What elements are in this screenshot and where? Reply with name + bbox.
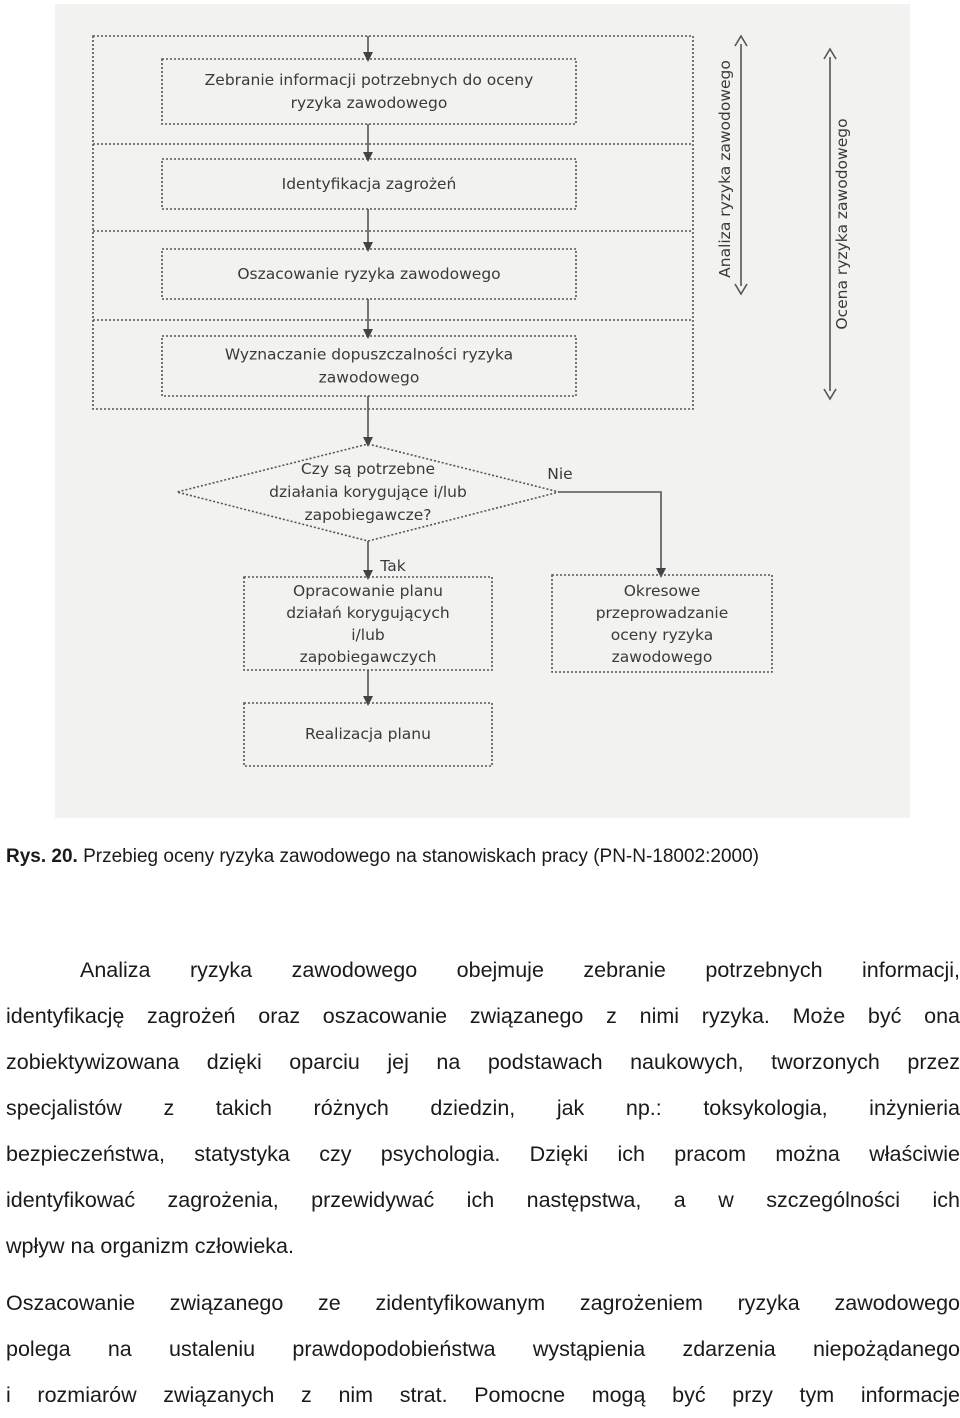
paragraph-estimation [6,1280,960,1418]
paragraph-line: i rozmiarów związanych z nim strat. Pomocne mogą być przy tym informacje [6,1383,960,1407]
assessment-axis-label: Ocena ryzyka zawodowego [833,118,851,330]
figure-caption [6,846,759,868]
paragraph-line: identyfikację zagrożeń oraz oszacowanie związanego z nimi ryzyka. Może być ona [6,1004,960,1028]
caption-text: Przebieg oceny ryzyka zawodowego na stanowiskach pracy (PN-N-18002:2000) [83,846,760,867]
decision-label: Czy są potrzebne [300,460,436,478]
label-yes: Tak [380,557,406,575]
plan-label: i/lub [351,626,385,644]
step-label: Identyfikacja zagrożeń [281,175,457,193]
step-label: ryzyka zawodowego [290,94,448,112]
decision-label: działania korygujące i/lub [269,483,467,501]
plan-label: zapobiegawczych [299,648,437,666]
step-label: Zebranie informacji potrzebnych do oceny [204,71,534,89]
paragraph-line: polega na ustaleniu prawdopodobieństwa wystąpienia zdarzenia niepożądanego [6,1337,960,1361]
step-label: Oszacowanie ryzyka zawodowego [237,265,501,283]
step-label: Wyznaczanie dopuszczalności ryzyka [224,345,514,364]
realization-label: Realizacja planu [305,725,431,743]
paragraph-analysis [6,947,960,1269]
paragraph-line: Analiza ryzyka zawodowego obejmuje zebranie potrzebnych informacji, [80,958,960,982]
plan-label: Opracowanie planu [293,582,443,600]
step-box [162,59,576,124]
paragraph-line: zobiektywizowana dzięki oparciu jej na podstawach naukowych, tworzonych przez [6,1050,960,1074]
caption-label: Rys. 20. [6,846,78,867]
paragraph-line: Oszacowanie związanego ze zidentyfikowanym zagrożeniem ryzyka zawodowego [6,1291,960,1315]
periodic-label: zawodowego [611,648,713,666]
analysis-axis-label: Analiza ryzyka zawodowego [716,60,734,278]
branch-no-arrow [559,492,661,573]
paragraph-line: wpływ na organizm człowieka. [6,1234,294,1258]
paragraph-line: specjalistów z takich różnych dziedzin, jak np.: toksykologia, inżynieria [6,1096,960,1120]
paragraph-line: identyfikować zagrożenia, przewidywać ich następstwa, a w szczególności ich [6,1188,960,1212]
periodic-label: Okresowe [623,582,701,600]
flowchart-svg [55,4,910,818]
step-label: zawodowego [318,368,420,387]
periodic-label: oceny ryzyka [610,626,714,644]
paragraph-line: bezpieczeństwa, statystyka czy psychologia. Dzięki ich pracom można właściwie [6,1142,960,1166]
decision-label: zapobiegawcze? [304,506,432,524]
plan-label: działań korygujących [286,604,450,622]
label-no: Nie [547,465,573,483]
periodic-label: przeprowadzanie [595,604,729,622]
flowchart-figure [55,4,910,818]
